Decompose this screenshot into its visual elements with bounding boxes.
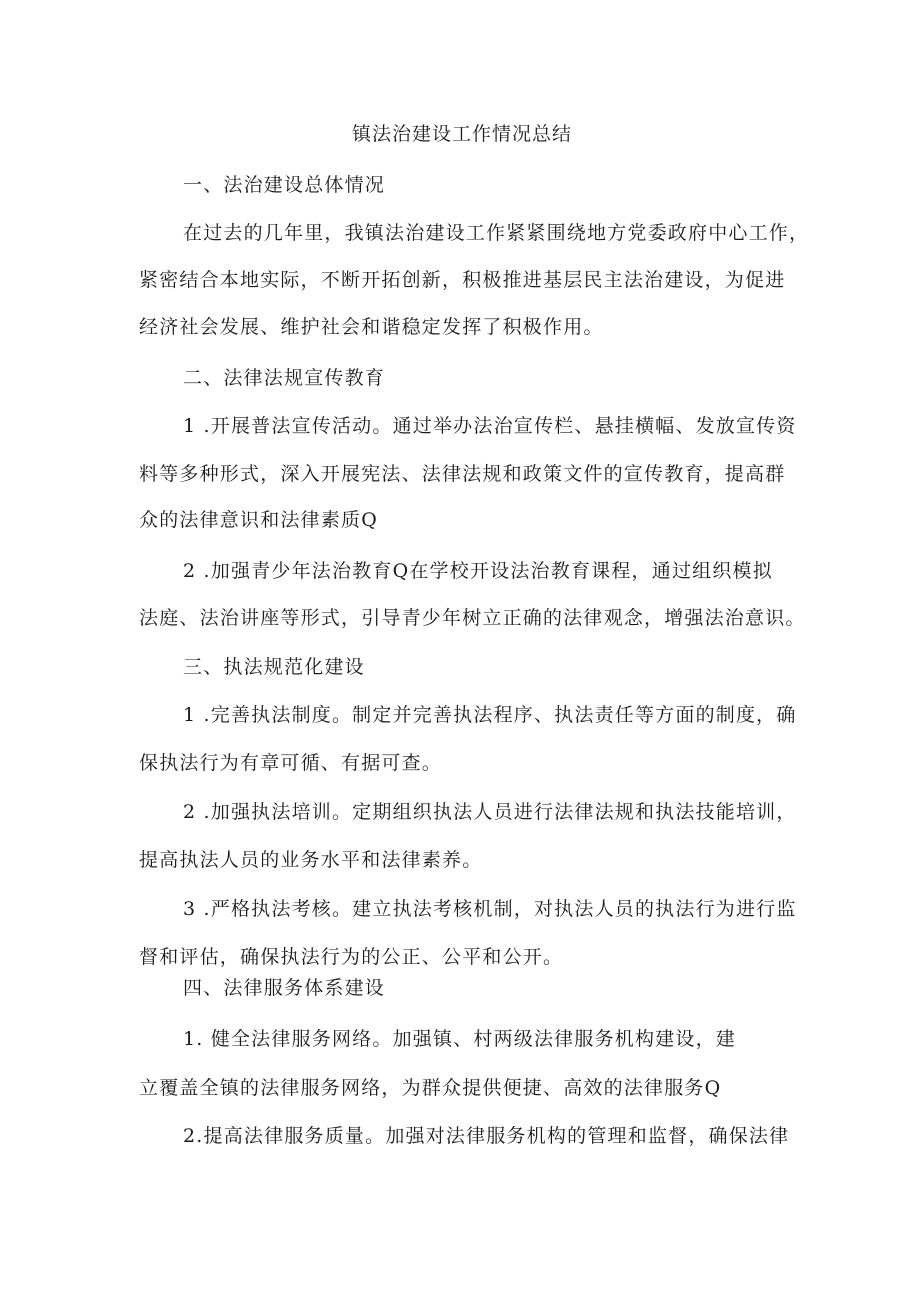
paragraph-line: 2 .加强执法培训。定期组织执法人员进行法律法规和执法技能培训， (183, 801, 797, 823)
paragraph-line: 紧密结合本地实际，不断开拓创新，积极推进基层民主法治建设，为促进 (139, 269, 786, 291)
paragraph-line: 1 .开展普法宣传活动。通过举办法治宣传栏、悬挂横幅、发放宣传资 (183, 415, 797, 437)
paragraph-line: 2 .加强青少年法治教育Q在学校开设法治教育课程，通过组织模拟 (183, 560, 773, 582)
section-heading: 三、执法规范化建设 (183, 656, 365, 678)
section-heading: 二、法律法规宣传教育 (183, 367, 386, 389)
paragraph-line: 2.提高法律服务质量。加强对法律服务机构的管理和监督，确保法律 (183, 1125, 790, 1147)
document-title: 镇法治建设工作情况总结 (352, 123, 573, 145)
section-heading: 四、法律服务体系建设 (183, 977, 386, 999)
paragraph-line: 经济社会发展、维护社会和谐稳定发挥了积极作用。 (139, 316, 604, 338)
paragraph-line: 1 .完善执法制度。制定并完善执法程序、执法责任等方面的制度，确 (183, 704, 797, 726)
paragraph-line: 保执法行为有章可循、有据可查。 (139, 752, 443, 774)
paragraph-line: 3 .严格执法考核。建立执法考核机制，对执法人员的执法行为进行监 (183, 898, 797, 920)
paragraph-line: 督和评估，确保执法行为的公正、公平和公开。 (139, 946, 564, 968)
paragraph-line: 料等多种形式，深入开展宪法、法律法规和政策文件的宣传教育，提高群 (139, 463, 786, 485)
paragraph-line: 众的法律意识和法律素质Q (139, 509, 378, 531)
section-heading: 一、法治建设总体情况 (183, 174, 386, 196)
paragraph-line: 提高执法人员的业务水平和法律素养。 (139, 849, 483, 871)
paragraph-line: 立覆盖全镇的法律服务网络，为群众提供便捷、高效的法律服务Q (139, 1077, 722, 1099)
paragraph-line: 1. 健全法律服务网络。加强镇、村两级法律服务机构建设，建 (183, 1028, 736, 1050)
paragraph-line: 在过去的几年里，我镇法治建设工作紧紧围绕地方党委政府中心工作， (183, 222, 810, 244)
paragraph-line: 法庭、法治讲座等形式，引导青少年树立正确的法律观念，增强法治意识。 (139, 607, 806, 629)
